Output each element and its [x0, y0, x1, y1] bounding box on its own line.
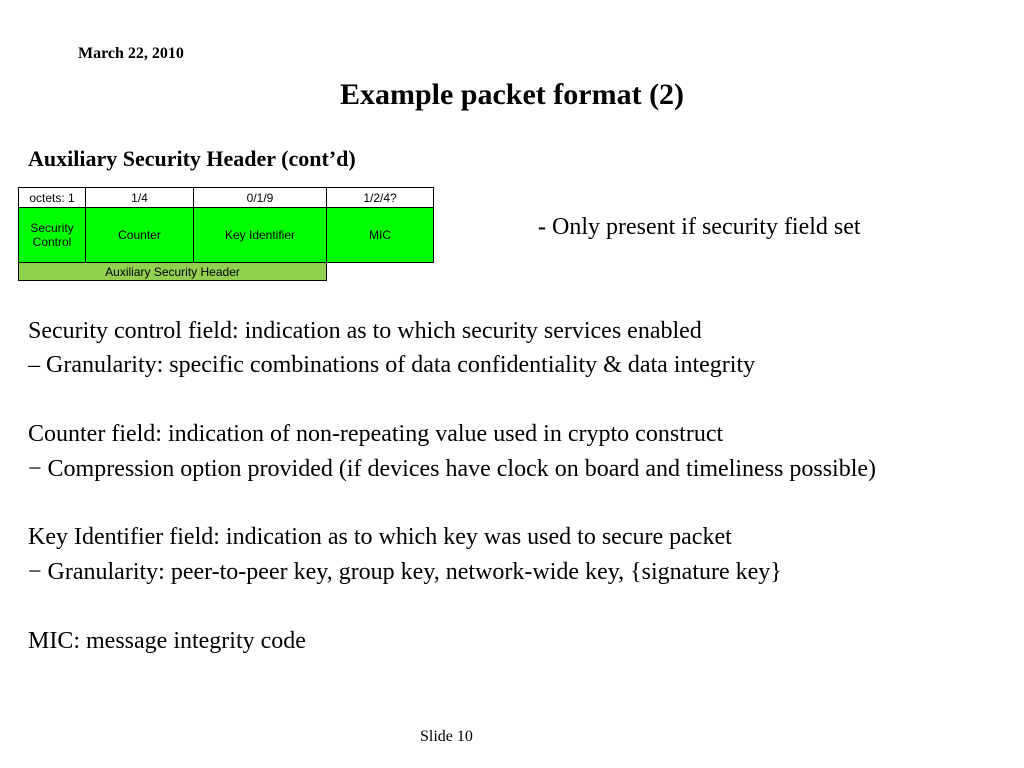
octets-cell: octets: 1	[19, 188, 86, 208]
octets-row	[19, 188, 434, 208]
packet-format-table	[18, 187, 434, 281]
paragraph-line: Counter field: indication of non-repeating value used in crypto construct	[28, 421, 724, 448]
field-cell-security-control: Security Control	[19, 208, 86, 263]
octets-cell: 0/1/9	[194, 188, 327, 208]
slide-date: March 22, 2010	[78, 45, 184, 62]
empty-cell	[327, 263, 434, 281]
note-dash: -	[538, 214, 546, 240]
field-cell-counter: Counter	[86, 208, 194, 263]
paragraph-mic	[28, 624, 988, 658]
aux-header-row	[19, 263, 434, 281]
paragraph-line: Key Identifier field: indication as to which key was used to secure packet	[28, 524, 732, 551]
slide-number: Slide 10	[420, 728, 473, 745]
section-subtitle: Auxiliary Security Header (cont’d)	[28, 146, 356, 171]
paragraph-line: − Granularity: peer-to-peer key, group key, network-wide key, {signature key}	[28, 558, 782, 585]
paragraph-line: Security control field: indication as to which security services enabled	[28, 318, 702, 344]
aux-header-cell: Auxiliary Security Header	[19, 263, 327, 281]
slide-body	[28, 314, 988, 692]
fields-row	[19, 208, 434, 263]
paragraph-security-control	[28, 314, 988, 383]
paragraph-key-identifier	[28, 520, 988, 589]
paragraph-line: MIC: message integrity code	[28, 627, 306, 654]
field-cell-mic: MIC	[327, 208, 434, 263]
octets-cell: 1/4	[86, 188, 194, 208]
note-text: Only present if security field set	[546, 214, 861, 240]
octets-cell: 1/2/4?	[327, 188, 434, 208]
paragraph-line: – Granularity: specific combinations of data confidentiality & data integrity	[28, 352, 756, 379]
field-cell-key-identifier: Key Identifier	[194, 208, 327, 263]
presence-note	[538, 214, 861, 241]
paragraph-counter	[28, 417, 988, 486]
slide-title: Example packet format (2)	[339, 78, 685, 111]
paragraph-line: − Compression option provided (if devices have clock on board and timeliness possible)	[28, 455, 877, 482]
